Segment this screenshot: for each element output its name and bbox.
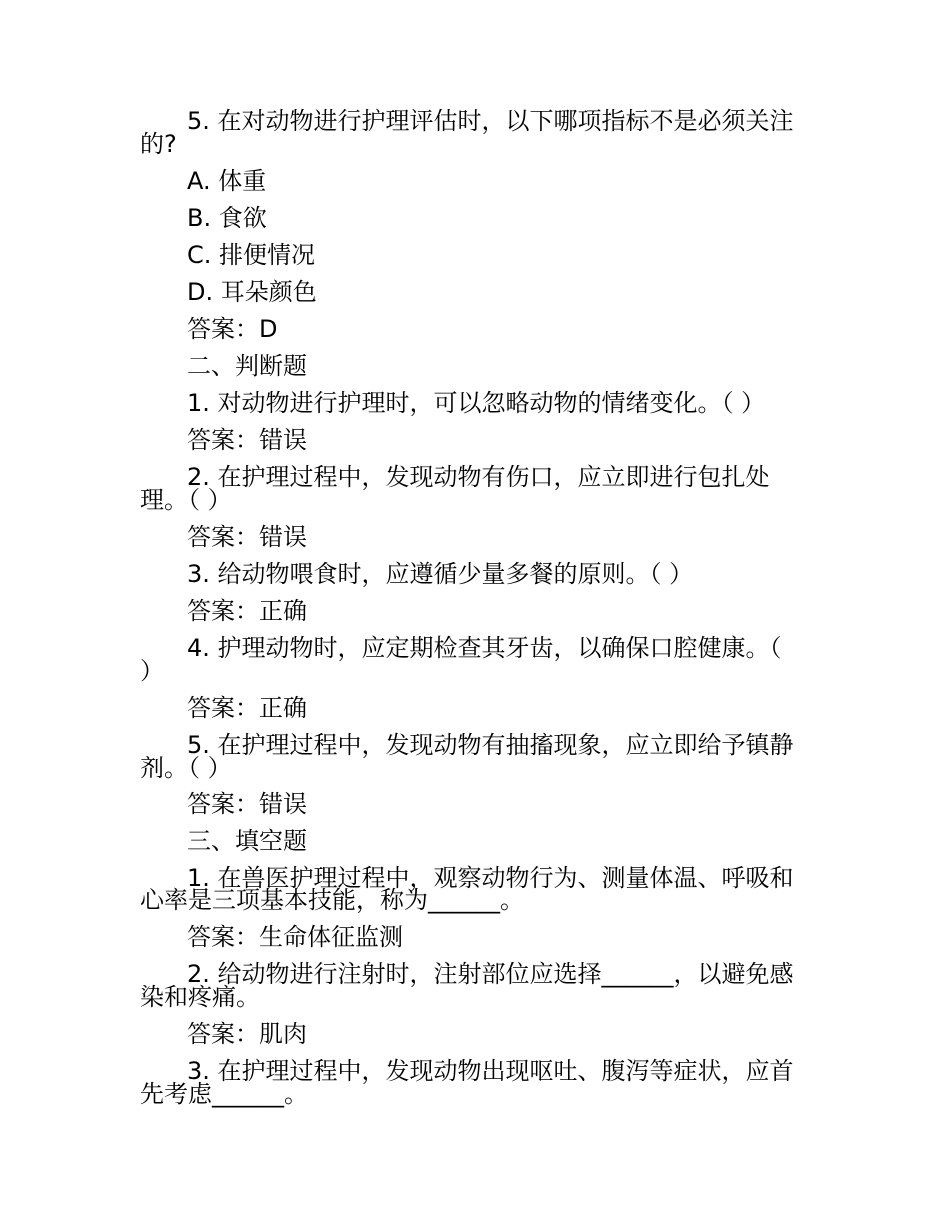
answer-text: 答案：正确 xyxy=(187,694,307,722)
answer-text: 答案：正确 xyxy=(187,597,307,625)
answer-text: 答案：错误 xyxy=(187,790,307,818)
answer-text: 答案：错误 xyxy=(187,426,307,454)
question-text: 1. 在兽医护理过程中，观察动物行为、测量体温、呼吸和 xyxy=(187,864,794,892)
answer-text: 答案：生命体征监测 xyxy=(187,923,403,951)
section-heading: 三、填空题 xyxy=(187,827,307,855)
answer-text: 答案：错误 xyxy=(187,523,307,551)
question-text-continued: ） xyxy=(140,657,164,685)
option-b: B. 食欲 xyxy=(187,204,267,232)
section-heading: 二、判断题 xyxy=(187,352,307,380)
option-a: A. 体重 xyxy=(187,167,267,195)
option-d: D. 耳朵颜色 xyxy=(187,278,317,306)
question-text-continued: 理。（ ） xyxy=(140,486,232,514)
answer-text: 答案：肌肉 xyxy=(187,1020,307,1048)
question-text-continued: 心率是三项基本技能，称为______。 xyxy=(140,886,524,914)
question-text: 5. 在对动物进行护理评估时，以下哪项指标不是必须关注 xyxy=(187,107,794,135)
option-c: C. 排便情况 xyxy=(187,241,316,269)
question-text: 1. 对动物进行护理时，可以忽略动物的情绪变化。（ ） xyxy=(187,389,766,417)
question-text: 5. 在护理过程中，发现动物有抽搐现象，应立即给予镇静 xyxy=(187,731,794,759)
question-text: 3. 给动物喂食时，应遵循少量多餐的原则。（ ） xyxy=(187,560,694,588)
question-text-continued: 先考虑______。 xyxy=(140,1080,308,1108)
question-text: 4. 护理动物时，应定期检查其牙齿，以确保口腔健康。（ xyxy=(187,634,782,662)
question-text-continued: 的? xyxy=(140,130,177,158)
question-text-continued: 染和疼痛。 xyxy=(140,983,260,1011)
question-text-continued: 剂。（ ） xyxy=(140,754,232,782)
question-text: 2. 给动物进行注射时，注射部位应选择______，以避免感 xyxy=(187,960,794,988)
answer-text: 答案：D xyxy=(187,315,278,343)
question-text: 3. 在护理过程中，发现动物出现呕吐、腹泻等症状，应首 xyxy=(187,1057,794,1085)
question-text: 2. 在护理过程中，发现动物有伤口，应立即进行包扎处 xyxy=(187,463,770,491)
